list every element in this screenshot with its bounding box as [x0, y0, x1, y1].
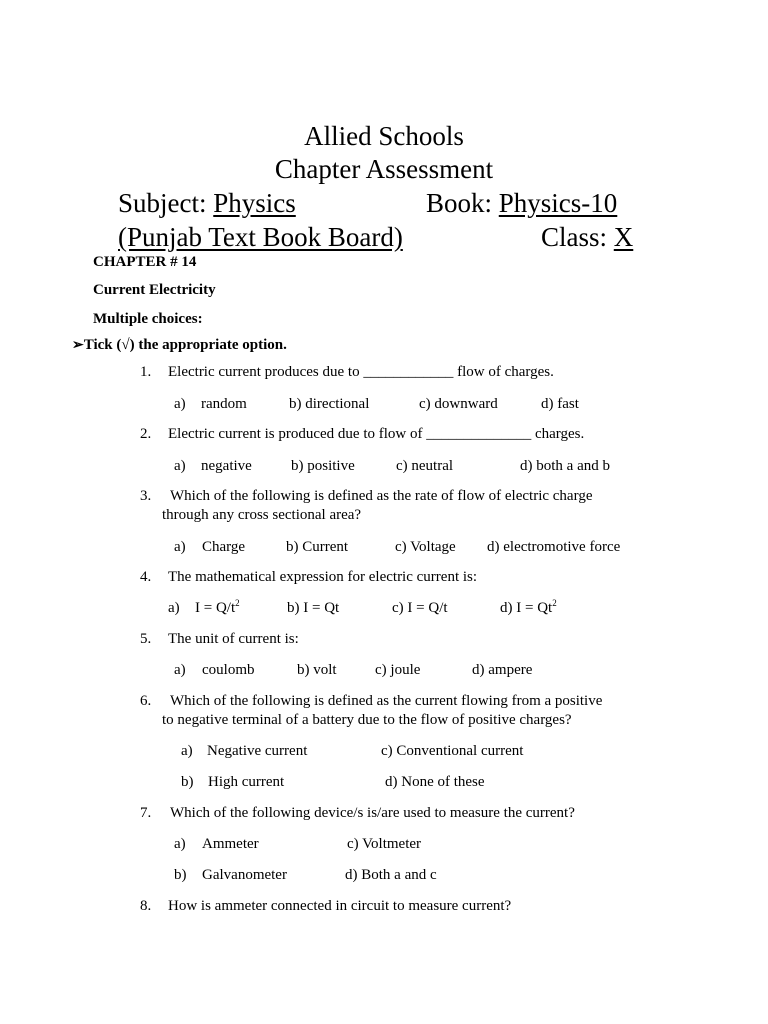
section-heading: Multiple choices:: [93, 311, 203, 327]
question-text: Electric current is produced due to flow of ______________ charges.: [168, 426, 585, 442]
option[interactable]: b) positive: [291, 458, 355, 474]
option[interactable]: d) Both a and c: [345, 867, 437, 883]
option[interactable]: [500, 600, 557, 617]
subject-line: [118, 187, 296, 219]
option[interactable]: d) ampere: [472, 662, 533, 678]
option[interactable]: b) volt: [297, 662, 337, 678]
chapter-topic: Current Electricity: [93, 282, 216, 298]
question-number: 8.: [140, 898, 152, 914]
question-number: 6.: [140, 693, 152, 709]
option-text[interactable]: negative: [201, 458, 252, 474]
option-text[interactable]: coulomb: [202, 662, 255, 678]
option-text[interactable]: High current: [208, 774, 285, 790]
question-text: The unit of current is:: [168, 631, 299, 647]
option-letter[interactable]: a): [174, 662, 186, 678]
class-label: Class:: [541, 222, 608, 252]
school-name: Allied Schools: [304, 121, 464, 151]
instruction-text: Tick (√) the appropriate option.: [83, 337, 287, 353]
exponent: 2: [235, 598, 240, 608]
option[interactable]: c) downward: [419, 396, 498, 412]
option[interactable]: b) directional: [289, 396, 370, 412]
option[interactable]: b) I = Qt: [287, 600, 340, 616]
book-value: Physics-10: [498, 188, 618, 218]
option[interactable]: c) Conventional current: [381, 743, 524, 759]
question-number: 3.: [140, 488, 152, 504]
question-number: 2.: [140, 426, 152, 442]
option[interactable]: c) neutral: [396, 458, 454, 474]
formula: d) I = Qt: [500, 600, 553, 616]
option-text[interactable]: Galvanometer: [202, 867, 287, 883]
question-text-continued: to negative terminal of a battery due to the flow of positive charges?: [162, 712, 572, 728]
option-text[interactable]: random: [201, 396, 247, 412]
question-text: Electric current produces due to ____________ flow of charges.: [168, 364, 554, 380]
question-text-continued: through any cross sectional area?: [162, 507, 362, 523]
book-label: Book:: [426, 188, 493, 218]
option-letter[interactable]: a): [174, 539, 186, 555]
question-text: Which of the following device/s is/are used to measure the current?: [170, 805, 575, 821]
question-number: 1.: [140, 364, 152, 380]
board-name: (Punjab Text Book Board): [118, 222, 403, 252]
book-line: [426, 187, 617, 219]
instruction: [72, 337, 287, 354]
option-letter[interactable]: a): [174, 458, 186, 474]
option[interactable]: c) Voltage: [395, 539, 456, 555]
question-number: 4.: [140, 569, 152, 585]
option[interactable]: c) Voltmeter: [347, 836, 422, 852]
assessment-title: Chapter Assessment: [274, 154, 494, 184]
option[interactable]: d) electromotive force: [487, 539, 621, 555]
option-letter[interactable]: a): [181, 743, 193, 759]
option-text[interactable]: Charge: [202, 539, 246, 555]
formula: I = Q/t: [195, 600, 236, 616]
arrow-bullet-icon: ➢: [72, 338, 84, 353]
option-letter[interactable]: a): [174, 836, 186, 852]
class-line: [541, 221, 633, 253]
question-text: Which of the following is defined as the rate of flow of electric charge: [170, 488, 593, 504]
option-text[interactable]: Negative current: [207, 743, 308, 759]
option-text[interactable]: Ammeter: [202, 836, 259, 852]
option-letter[interactable]: a): [174, 396, 186, 412]
subject-label: Subject:: [118, 188, 207, 218]
option[interactable]: c) I = Q/t: [392, 600, 448, 616]
option-letter[interactable]: b): [174, 867, 187, 883]
option[interactable]: b) Current: [286, 539, 349, 555]
option-letter[interactable]: b): [181, 774, 194, 790]
option-text[interactable]: [195, 600, 240, 617]
exponent: 2: [552, 598, 557, 608]
chapter-number: CHAPTER # 14: [93, 254, 197, 270]
option[interactable]: d) None of these: [385, 774, 485, 790]
question-text: How is ammeter connected in circuit to measure current?: [168, 898, 512, 914]
option-letter[interactable]: a): [168, 600, 180, 616]
class-value: X: [613, 222, 634, 252]
option[interactable]: d) fast: [541, 396, 579, 412]
question-text: The mathematical expression for electric current is:: [168, 569, 478, 585]
option[interactable]: d) both a and b: [520, 458, 610, 474]
question-text: Which of the following is defined as the current flowing from a positive: [170, 693, 603, 709]
option[interactable]: c) joule: [375, 662, 421, 678]
question-number: 5.: [140, 631, 152, 647]
subject-value: Physics: [213, 188, 296, 218]
question-number: 7.: [140, 805, 152, 821]
